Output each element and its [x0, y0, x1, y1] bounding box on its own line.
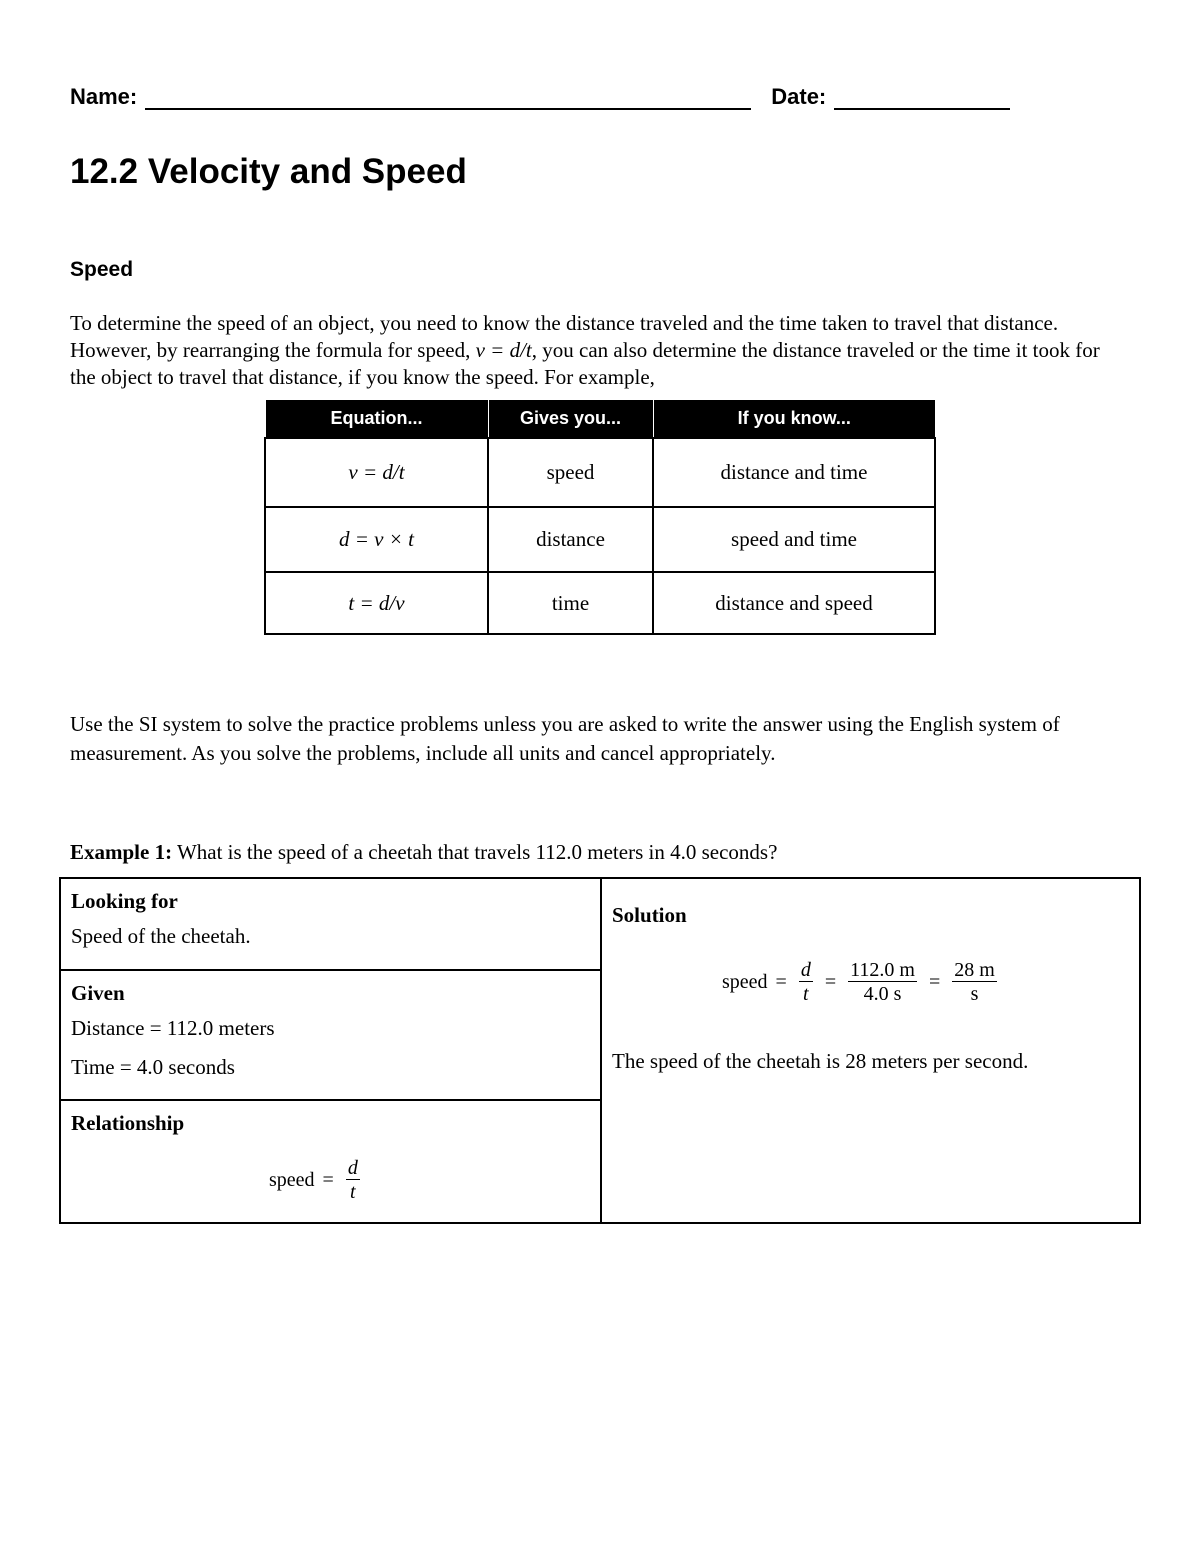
page-title: 12.2 Velocity and Speed [70, 152, 467, 191]
col-header-equation: Equation... [265, 400, 488, 438]
formula-table [264, 400, 936, 635]
equation-cell: t = d/v [265, 572, 488, 634]
relationship-cell [61, 1101, 600, 1222]
name-date-header [70, 84, 1010, 110]
solution-answer: The speed of the cheetah is 28 meters per second. [612, 1049, 1029, 1073]
know-cell: distance and speed [653, 572, 935, 634]
relationship-lhs: speed [269, 1169, 315, 1191]
numerator: 28 m [954, 959, 995, 981]
denominator: 4.0 s [863, 983, 902, 1005]
equation-cell: v = d/t [265, 438, 488, 507]
given-distance: Distance = 112.0 meters [71, 1016, 275, 1040]
gives-cell: speed [488, 438, 653, 507]
numerator: d [800, 959, 811, 981]
looking-for-cell [61, 879, 600, 971]
solution-heading-wrap [602, 879, 1139, 938]
fraction [848, 959, 917, 1006]
example-prompt [70, 840, 777, 865]
equals-sign: = [775, 971, 787, 993]
equals-sign: = [322, 1169, 334, 1191]
formula-table-header [265, 400, 935, 438]
name-field-line[interactable] [145, 88, 751, 110]
solution-lhs: speed [722, 971, 768, 993]
gives-cell: time [488, 572, 653, 634]
solution-column [602, 879, 1139, 1222]
si-note-paragraph: Use the SI system to solve the practice problems unless you are asked to write the answer using the English system of measurement. As you solve the problems, include all units and cancel appropriately. [70, 712, 1060, 765]
section-heading: Speed [70, 258, 134, 281]
name-label: Name: [70, 84, 138, 109]
left-column [61, 879, 602, 1222]
looking-for-text: Speed of the cheetah. [71, 924, 251, 948]
fraction [952, 959, 997, 1006]
col-header-know: If you know... [653, 400, 935, 438]
gives-cell: distance [488, 507, 653, 572]
date-label: Date: [771, 84, 827, 109]
table-row [265, 572, 935, 634]
looking-for-heading: Looking for [71, 889, 178, 913]
numerator: 112.0 m [850, 959, 915, 981]
given-cell [61, 971, 600, 1101]
intro-paragraph [70, 310, 1130, 391]
table-row [265, 507, 935, 572]
table-row [265, 438, 935, 507]
know-cell: speed and time [653, 507, 935, 572]
given-heading: Given [71, 981, 125, 1005]
example-solution-grid [59, 877, 1141, 1224]
solution-heading: Solution [612, 903, 687, 927]
given-time: Time = 4.0 seconds [71, 1055, 235, 1079]
equals-sign: = [928, 971, 941, 993]
col-header-gives: Gives you... [488, 400, 653, 438]
know-cell: distance and time [653, 438, 935, 507]
intro-formula: v = d/t [475, 338, 532, 362]
denominator: t [803, 983, 809, 1005]
fraction [799, 959, 813, 1006]
numerator: d [347, 1157, 358, 1179]
relationship-formula [269, 1157, 364, 1204]
example-question: What is the speed of a cheetah that travels 112.0 meters in 4.0 seconds? [176, 840, 778, 864]
solution-formula [722, 959, 1001, 1006]
date-field-line[interactable] [834, 88, 1010, 110]
relationship-heading: Relationship [71, 1111, 185, 1135]
denominator: t [350, 1181, 356, 1203]
denominator: s [970, 983, 979, 1005]
intro-text-2: , you can also determine the distance traveled or the time it took for the object to travel that distance, if you know the speed. For example, [70, 338, 1100, 389]
intro-text-1: To determine the speed of an object, you need to know the distance traveled and the time taken to travel that distance. However, by rearranging the formula for speed, [70, 311, 1059, 362]
fraction [346, 1157, 360, 1204]
equals-sign: = [824, 971, 837, 993]
example-label: Example 1: [70, 840, 173, 864]
equation-cell: d = v × t [265, 507, 488, 572]
